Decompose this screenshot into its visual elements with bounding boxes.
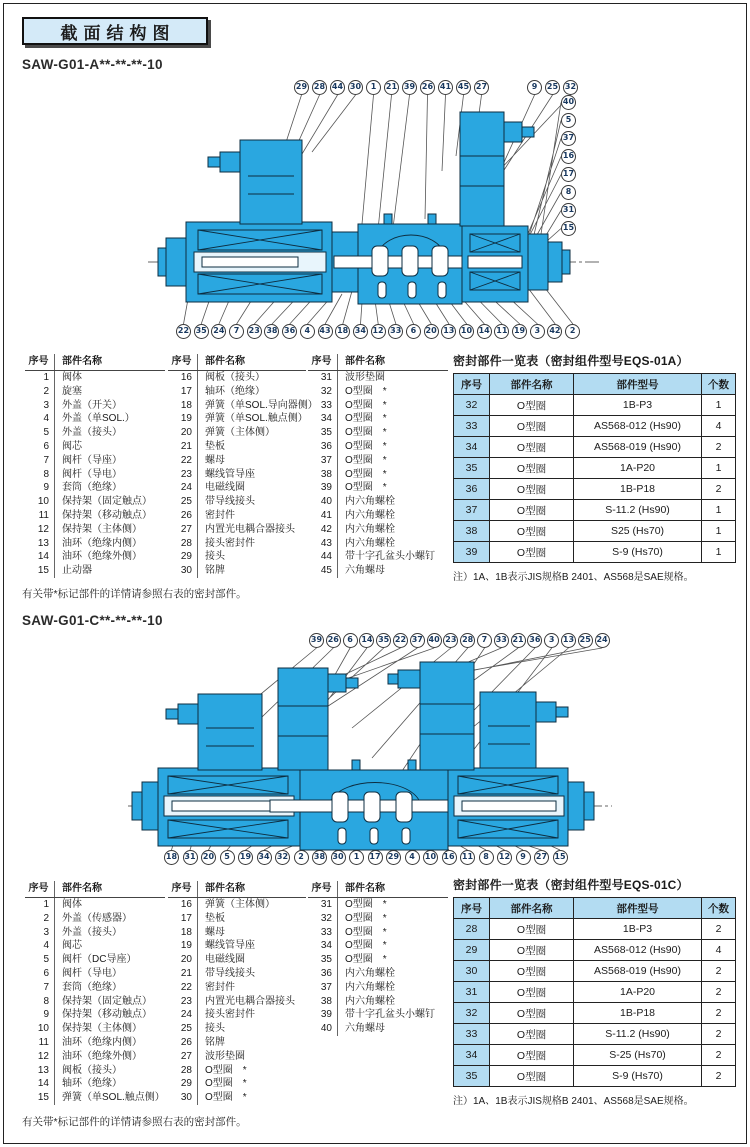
callout-circle: 12 — [497, 850, 512, 865]
seal-row: 39 O型圈 S-9 (Hs70) 1 — [454, 542, 736, 563]
parts-row: 40 内六角螺栓 — [308, 495, 448, 509]
callout-circle: 24 — [211, 324, 226, 339]
seal-table-title: 密封部件一览表（密封组件型号EQS-01A） — [453, 354, 689, 368]
callout-circle: 41 — [438, 80, 453, 95]
callout-circle: 38 — [312, 850, 327, 865]
callout-circle: 39 — [402, 80, 417, 95]
parts-row: 31 波形垫圈 — [308, 371, 448, 385]
parts-row: 4 外盖（单SOL.） — [25, 412, 165, 426]
callout-circle: 31 — [561, 203, 576, 218]
parts-row: 36 内六角螺栓 — [308, 967, 448, 981]
parts-row: 12 保持架（主体侧） — [25, 523, 165, 537]
parts-row: 31 O型圈 * — [308, 898, 448, 912]
parts-row: 25 接头 — [168, 1022, 306, 1036]
parts-row: 24 电磁线圈 — [168, 481, 306, 495]
parts-row: 37 内六角螺栓 — [308, 981, 448, 995]
parts-row: 42 内六角螺栓 — [308, 523, 448, 537]
seal-table-title: 密封部件一览表（密封组件型号EQS-01C） — [453, 878, 689, 892]
callout-circle: 27 — [534, 850, 549, 865]
parts-row: 10 保持架（主体侧） — [25, 1022, 165, 1036]
callout-circle: 44 — [330, 80, 345, 95]
parts-row: 32 O型圈 * — [308, 385, 448, 399]
parts-row: 17 垫板 — [168, 912, 306, 926]
seal-header-row: 序号 部件名称 部件型号 个数 — [454, 898, 736, 919]
parts-table-header: 序号 部件名称 — [308, 354, 448, 371]
parts-row: 34 O型圈 * — [308, 939, 448, 953]
parts-row: 9 套筒（绝缘） — [25, 481, 165, 495]
callout-circle: 30 — [331, 850, 346, 865]
valve-cross-section-c-drawing — [120, 628, 630, 870]
callout-circle: 8 — [561, 185, 576, 200]
parts-row: 26 铭牌 — [168, 1036, 306, 1050]
seal-parts-table-a — [453, 352, 739, 583]
parts-row: 4 阀芯 — [25, 939, 165, 953]
parts-row: 18 螺母 — [168, 926, 306, 940]
parts-row: 23 螺线管导座 — [168, 468, 306, 482]
parts-row: 41 内六角螺栓 — [308, 509, 448, 523]
callout-circle: 29 — [386, 850, 401, 865]
callout-circle: 39 — [309, 633, 324, 648]
parts-row: 22 密封件 — [168, 981, 306, 995]
callout-circle: 43 — [318, 324, 333, 339]
callout-circle: 40 — [561, 95, 576, 110]
parts-row: 13 阀板（接头） — [25, 1064, 165, 1078]
parts-row: 35 O型圈 * — [308, 953, 448, 967]
callout-circle: 7 — [477, 633, 492, 648]
callout-circle: 3 — [530, 324, 545, 339]
parts-row: 3 外盖（开关） — [25, 399, 165, 413]
callout-circle: 14 — [359, 633, 374, 648]
parts-row: 15 弹簧（单SOL.触点侧） — [25, 1091, 165, 1105]
parts-row: 11 保持架（移动触点） — [25, 509, 165, 523]
callout-circle: 3 — [544, 633, 559, 648]
parts-row: 45 六角螺母 — [308, 564, 448, 578]
seal-row: 35 O型圈 S-9 (Hs70) 2 — [454, 1066, 736, 1087]
parts-table-header: 序号 部件名称 — [25, 881, 165, 898]
callout-circle: 13 — [561, 633, 576, 648]
callout-circle: 26 — [420, 80, 435, 95]
parts-row: 7 阀杆（导座） — [25, 454, 165, 468]
callout-circle: 35 — [194, 324, 209, 339]
parts-row: 15 止动器 — [25, 564, 165, 578]
parts-row: 38 O型圈 * — [308, 468, 448, 482]
model-label-c: SAW-G01-C**-**-**-10 — [22, 613, 163, 628]
parts-row: 30 铭牌 — [168, 564, 306, 578]
callout-circle: 10 — [459, 324, 474, 339]
callout-circle: 24 — [595, 633, 610, 648]
parts-row: 29 O型圈 * — [168, 1077, 306, 1091]
callout-circle: 9 — [516, 850, 531, 865]
callout-circle: 2 — [294, 850, 309, 865]
callout-circle: 37 — [410, 633, 425, 648]
parts-row: 27 内置光电耦合器接头 — [168, 523, 306, 537]
callout-circle: 19 — [238, 850, 253, 865]
callout-circle: 34 — [257, 850, 272, 865]
parts-row: 28 O型圈 * — [168, 1064, 306, 1078]
parts-table-c-col1 — [25, 881, 165, 1105]
parts-table-c-col2 — [168, 881, 306, 1105]
parts-row: 2 外盖（传感器） — [25, 912, 165, 926]
parts-row: 29 接头 — [168, 550, 306, 564]
parts-table-header: 序号 部件名称 — [25, 354, 165, 371]
callout-circle: 28 — [460, 633, 475, 648]
callout-circle: 22 — [393, 633, 408, 648]
callout-circle: 29 — [294, 80, 309, 95]
callout-circle: 16 — [442, 850, 457, 865]
parts-row: 26 密封件 — [168, 509, 306, 523]
callout-circle: 12 — [371, 324, 386, 339]
callouts-c-top — [309, 633, 610, 648]
seal-row: 32 O型圈 1B-P3 1 — [454, 395, 736, 416]
callout-circle: 16 — [561, 149, 576, 164]
parts-row: 33 O型圈 * — [308, 926, 448, 940]
seal-row: 33 O型圈 AS568-012 (Hs90) 4 — [454, 416, 736, 437]
callout-circle: 34 — [353, 324, 368, 339]
callouts-c-bottom — [164, 850, 568, 865]
callout-circle: 6 — [406, 324, 421, 339]
parts-row: 43 内六角螺栓 — [308, 537, 448, 551]
seal-row: 38 O型圈 S25 (Hs70) 1 — [454, 521, 736, 542]
parts-row: 37 O型圈 * — [308, 454, 448, 468]
seal-table — [453, 373, 736, 563]
callout-circle: 36 — [527, 633, 542, 648]
parts-row: 25 带导线接头 — [168, 495, 306, 509]
callout-circle: 1 — [366, 80, 381, 95]
callout-circle: 32 — [275, 850, 290, 865]
callout-circle: 11 — [494, 324, 509, 339]
callout-circle: 28 — [312, 80, 327, 95]
parts-row: 40 六角螺母 — [308, 1022, 448, 1036]
parts-row: 5 外盖（接头） — [25, 426, 165, 440]
parts-row: 5 阀杆（DC导座） — [25, 953, 165, 967]
parts-row: 21 带导线接头 — [168, 967, 306, 981]
parts-row: 19 螺线管导座 — [168, 939, 306, 953]
callout-circle: 19 — [512, 324, 527, 339]
diagram-saw-g01-a — [120, 76, 630, 351]
callout-circle: 20 — [424, 324, 439, 339]
parts-table-header: 序号 部件名称 — [168, 881, 306, 898]
diagram-saw-g01-c — [120, 628, 630, 870]
seal-row: 33 O型圈 S-11.2 (Hs90) 2 — [454, 1024, 736, 1045]
parts-table-header: 序号 部件名称 — [168, 354, 306, 371]
callout-circle: 17 — [368, 850, 383, 865]
callout-circle: 25 — [545, 80, 560, 95]
callout-circle: 27 — [474, 80, 489, 95]
parts-row: 6 阀芯 — [25, 440, 165, 454]
seal-row: 28 O型圈 1B-P3 2 — [454, 919, 736, 940]
seal-row: 29 O型圈 AS568-012 (Hs90) 4 — [454, 940, 736, 961]
parts-row: 1 阀体 — [25, 371, 165, 385]
seal-row: 32 O型圈 1B-P18 2 — [454, 1003, 736, 1024]
callout-circle: 35 — [376, 633, 391, 648]
callout-circle: 26 — [326, 633, 341, 648]
callout-circle: 7 — [229, 324, 244, 339]
valve-cross-section-a-drawing — [120, 76, 630, 351]
seal-row: 36 O型圈 1B-P18 2 — [454, 479, 736, 500]
callout-circle: 21 — [384, 80, 399, 95]
parts-row: 14 油环（绝缘外侧） — [25, 550, 165, 564]
callout-circle: 32 — [563, 80, 578, 95]
seal-row: 37 O型圈 S-11.2 (Hs90) 1 — [454, 500, 736, 521]
callout-circle: 23 — [443, 633, 458, 648]
parts-table-c-col3 — [308, 881, 448, 1036]
parts-row: 6 阀杆（导电） — [25, 967, 165, 981]
callout-circle: 37 — [561, 131, 576, 146]
parts-row: 2 旋塞 — [25, 385, 165, 399]
callout-circle: 23 — [247, 324, 262, 339]
parts-row: 8 保持架（固定触点） — [25, 995, 165, 1009]
callout-circle: 9 — [527, 80, 542, 95]
parts-row: 35 O型圈 * — [308, 426, 448, 440]
callout-circle: 31 — [183, 850, 198, 865]
parts-row: 32 O型圈 * — [308, 912, 448, 926]
footnote-c: 有关带*标记部件的详情请参照右表的密封部件。 — [22, 1116, 247, 1128]
parts-table-a-col1 — [25, 354, 165, 578]
callout-circle: 30 — [348, 80, 363, 95]
callouts-a-top — [294, 80, 489, 95]
seal-row: 31 O型圈 1A-P20 2 — [454, 982, 736, 1003]
callout-circle: 20 — [201, 850, 216, 865]
parts-row: 20 电磁线圈 — [168, 953, 306, 967]
callout-circle: 45 — [456, 80, 471, 95]
callout-circle: 13 — [441, 324, 456, 339]
seal-row: 35 O型圈 1A-P20 1 — [454, 458, 736, 479]
parts-row: 27 波形垫圈 — [168, 1050, 306, 1064]
callout-circle: 17 — [561, 167, 576, 182]
parts-row: 3 外盖（接头） — [25, 926, 165, 940]
parts-row: 39 带十字孔盆头小螺钉 — [308, 1008, 448, 1022]
parts-table-header: 序号 部件名称 — [308, 881, 448, 898]
parts-row: 44 带十字孔盆头小螺钉 — [308, 550, 448, 564]
parts-row: 14 轴环（绝缘） — [25, 1077, 165, 1091]
callout-circle: 14 — [477, 324, 492, 339]
callout-circle: 18 — [164, 850, 179, 865]
callout-circle: 1 — [349, 850, 364, 865]
callout-circle: 36 — [282, 324, 297, 339]
callout-circle: 4 — [300, 324, 315, 339]
seal-row: 34 O型圈 AS568-019 (Hs90) 2 — [454, 437, 736, 458]
parts-row: 23 内置光电耦合器接头 — [168, 995, 306, 1009]
callout-circle: 38 — [264, 324, 279, 339]
parts-row: 16 阀板（接头） — [168, 371, 306, 385]
parts-row: 10 保持架（固定触点） — [25, 495, 165, 509]
callout-circle: 18 — [335, 324, 350, 339]
parts-row: 33 O型圈 * — [308, 399, 448, 413]
parts-row: 24 接头密封件 — [168, 1008, 306, 1022]
callout-circle: 4 — [405, 850, 420, 865]
parts-row: 22 螺母 — [168, 454, 306, 468]
seal-header-row: 序号 部件名称 部件型号 个数 — [454, 374, 736, 395]
parts-row: 38 内六角螺栓 — [308, 995, 448, 1009]
callout-circle: 33 — [388, 324, 403, 339]
parts-row: 16 弹簧（主体侧） — [168, 898, 306, 912]
callout-circle: 15 — [561, 221, 576, 236]
parts-row: 17 轴环（绝缘） — [168, 385, 306, 399]
parts-row: 34 O型圈 * — [308, 412, 448, 426]
model-label-a: SAW-G01-A**-**-**-10 — [22, 57, 163, 72]
callouts-a-bottom — [176, 324, 580, 339]
parts-row: 21 垫板 — [168, 440, 306, 454]
parts-row: 30 O型圈 * — [168, 1091, 306, 1105]
callout-circle: 40 — [427, 633, 442, 648]
callout-circle: 5 — [561, 113, 576, 128]
callout-circle: 33 — [494, 633, 509, 648]
callout-circle: 6 — [343, 633, 358, 648]
parts-row: 36 O型圈 * — [308, 440, 448, 454]
parts-table-a-col2 — [168, 354, 318, 578]
seal-parts-table-c — [453, 876, 739, 1107]
seal-table — [453, 897, 736, 1087]
callout-circle: 25 — [578, 633, 593, 648]
parts-row: 28 接头密封件 — [168, 537, 306, 551]
callout-circle: 10 — [423, 850, 438, 865]
parts-row: 9 保持架（移动触点） — [25, 1008, 165, 1022]
seal-table-note: 注）1A、1B表示JIS规格B 2401、AS568是SAE规格。 — [453, 1096, 694, 1107]
parts-row: 13 油环（绝缘内侧） — [25, 537, 165, 551]
callout-circle: 5 — [220, 850, 235, 865]
parts-row: 12 油环（绝缘外侧） — [25, 1050, 165, 1064]
page-title — [22, 17, 208, 45]
callout-circle: 22 — [176, 324, 191, 339]
seal-row: 34 O型圈 S-25 (Hs70) 2 — [454, 1045, 736, 1066]
parts-table-a-col3 — [308, 354, 448, 578]
parts-row: 19 弹簧（单SOL.触点侧） — [168, 412, 306, 426]
callouts-a-right — [561, 95, 576, 236]
callout-circle: 11 — [460, 850, 475, 865]
parts-row: 20 弹簧（主体侧） — [168, 426, 306, 440]
callout-circle: 21 — [511, 633, 526, 648]
parts-row: 18 弹簧（单SOL.导向器侧） — [168, 399, 306, 413]
footnote-a: 有关带*标记部件的详情请参照右表的密封部件。 — [22, 588, 247, 600]
callout-circle: 8 — [479, 850, 494, 865]
seal-table-note: 注）1A、1B表示JIS规格B 2401、AS568是SAE规格。 — [453, 572, 694, 583]
parts-row: 8 阀杆（导电） — [25, 468, 165, 482]
page-title-text: 截面结构图 — [60, 23, 176, 43]
parts-row: 39 O型圈 * — [308, 481, 448, 495]
parts-row: 7 套筒（绝缘） — [25, 981, 165, 995]
parts-row: 1 阀体 — [25, 898, 165, 912]
callout-circle: 42 — [547, 324, 562, 339]
callouts-a-top-right — [527, 80, 578, 95]
parts-row: 11 油环（绝缘内侧） — [25, 1036, 165, 1050]
callout-circle: 15 — [553, 850, 568, 865]
seal-row: 30 O型圈 AS568-019 (Hs90) 2 — [454, 961, 736, 982]
callout-circle: 2 — [565, 324, 580, 339]
